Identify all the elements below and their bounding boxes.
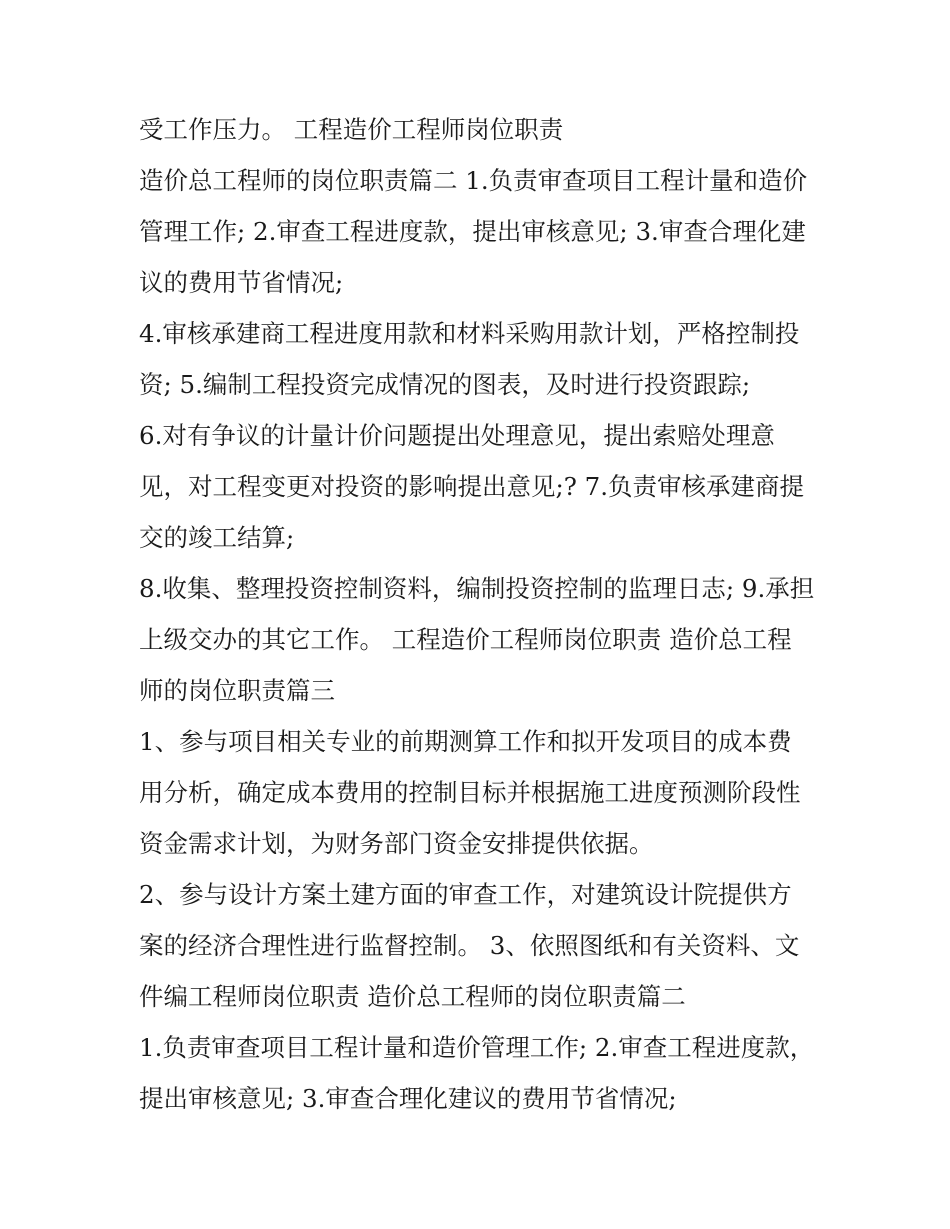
text-line: 资金需求计划，为财务部门资金安排提供依据。	[139, 829, 654, 858]
text-line: 用分析，确定成本费用的控制目标并根据施工进度预测阶段性	[139, 778, 801, 807]
text-line: 见，对工程变更对投资的影响提出意见;? 7.负责审核承建商提	[139, 472, 805, 501]
text-line: 上级交办的其它工作。 工程造价工程师岗位职责 造价总工程	[139, 625, 792, 654]
body-text	[139, 107, 819, 1127]
text-line: 受工作压力。 工程造价工程师岗位职责	[139, 115, 564, 144]
text-line: 议的费用节省情况;	[139, 268, 344, 297]
text-line: 4.审核承建商工程进度用款和材料采购用款计划，严格控制投	[139, 319, 800, 348]
text-line: 8.收集、整理投资控制资料，编制投资控制的监理日志; 9.承担	[139, 574, 815, 603]
text-line: 交的竣工结算;	[139, 523, 295, 552]
text-line: 管理工作; 2.审查工程进度款，提出审核意见; 3.审查合理化建	[139, 217, 806, 246]
text-line: 案的经济合理性进行监督控制。 3、依照图纸和有关资料、文	[139, 931, 800, 960]
text-line: 6.对有争议的计量计价问题提出处理意见，提出索赔处理意	[139, 421, 775, 450]
text-line: 1、参与项目相关专业的前期测算工作和拟开发项目的成本费	[139, 727, 792, 756]
text-line: 件编工程师岗位职责 造价总工程师的岗位职责篇二	[139, 982, 686, 1011]
text-line: 资; 5.编制工程投资完成情况的图表，及时进行投资跟踪;	[139, 370, 751, 399]
text-line: 2、参与设计方案土建方面的审查工作，对建筑设计院提供方	[139, 880, 792, 909]
text-line: 提出审核意见; 3.审查合理化建议的费用节省情况;	[139, 1084, 677, 1113]
text-line: 造价总工程师的岗位职责篇二 1.负责审查项目工程计量和造价	[139, 166, 808, 195]
text-line: 师的岗位职责篇三	[139, 676, 335, 705]
text-line: 1.负责审查项目工程计量和造价管理工作; 2.审查工程进度款，	[139, 1033, 815, 1062]
